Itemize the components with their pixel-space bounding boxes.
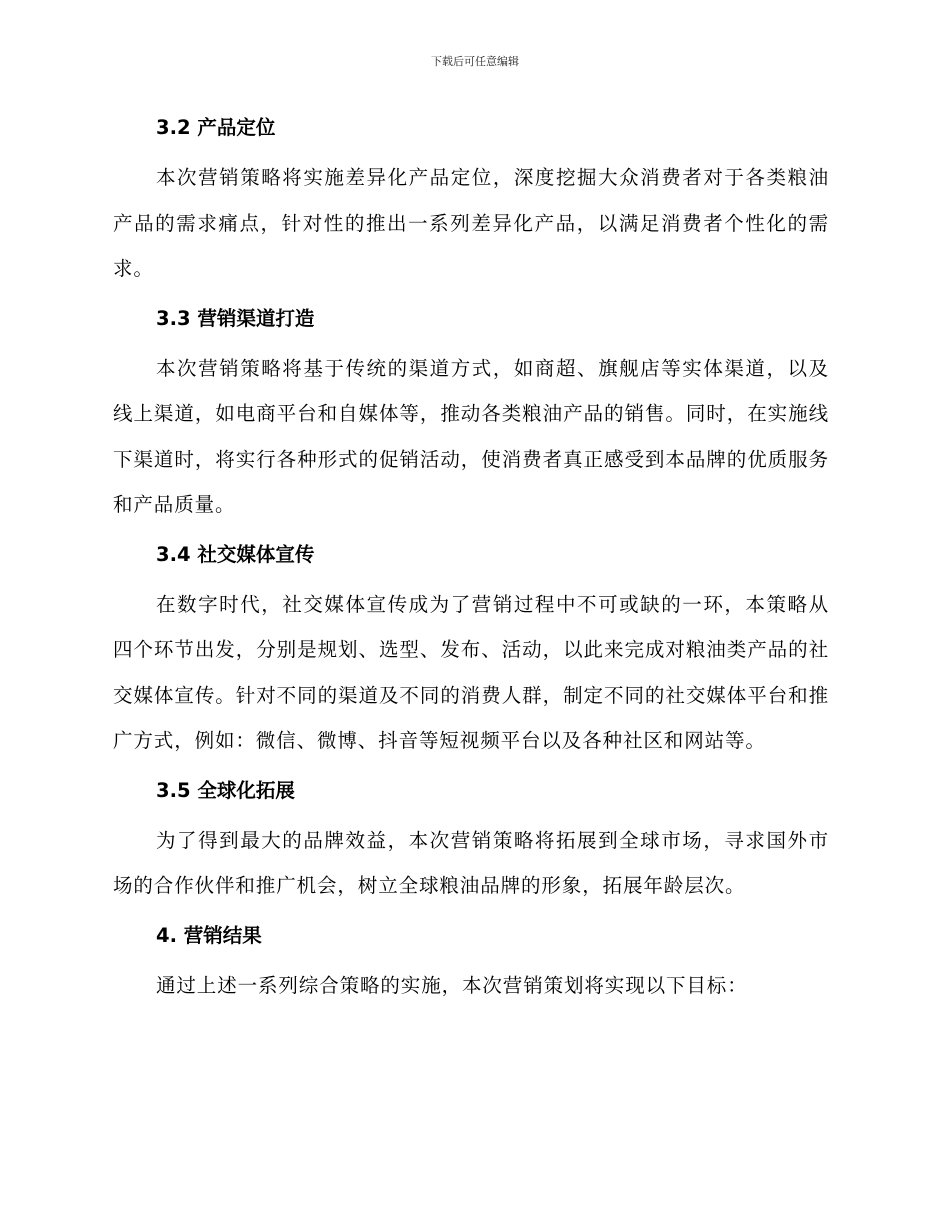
section-3-2 [113,113,829,304]
section-paragraph: 在数字时代，社交媒体宣传成为了营销过程中不可或缺的一环，本策略从四个环节出发，分别是规划、选型、发布、活动，以此来完成对粮油类产品的社交媒体宣传。针对不同的渠道及不同的消费人群，制定不同的社交媒体平台和推广方式，例如：微信、微博、抖音等短视频平台以及各种社区和网站等。 [113,592,829,752]
section-paragraph: 通过上述一系列综合策略的实施，本次营销策划将实现以下目标： [156,973,748,997]
section-4 [113,921,829,1009]
section-heading: 3.5 全球化拓展 [156,778,295,802]
section-paragraph: 本次营销策略将实施差异化产品定位，深度挖掘大众消费者对于各类粮油产品的需求痛点，针对性的推出一系列差异化产品，以满足消费者个性化的需求。 [113,166,829,280]
section-paragraph: 本次营销策略将基于传统的渠道方式，如商超、旗舰店等实体渠道，以及线上渠道，如电商平台和自媒体等，推动各类粮油产品的销售。同时，在实施线下渠道时，将实行各种形式的促销活动，使消费者真正感受到本品牌的优质服务和产品质量。 [113,356,829,516]
section-heading: 3.2 产品定位 [156,116,276,139]
section-3-3 [113,304,829,540]
page-header: 下载后可任意编辑 [431,55,519,68]
section-3-4 [113,540,829,776]
document-body [113,113,829,1008]
section-heading: 3.4 社交媒体宣传 [156,542,315,566]
section-heading: 3.3 营销渠道打造 [156,306,315,330]
section-3-5 [113,776,829,921]
section-heading: 4. 营销结果 [156,923,262,947]
section-paragraph: 为了得到最大的品牌效益，本次营销策略将拓展到全球市场，寻求国外市场的合作伙伴和推广机会，树立全球粮油品牌的形象，拓展年龄层次。 [113,828,829,897]
